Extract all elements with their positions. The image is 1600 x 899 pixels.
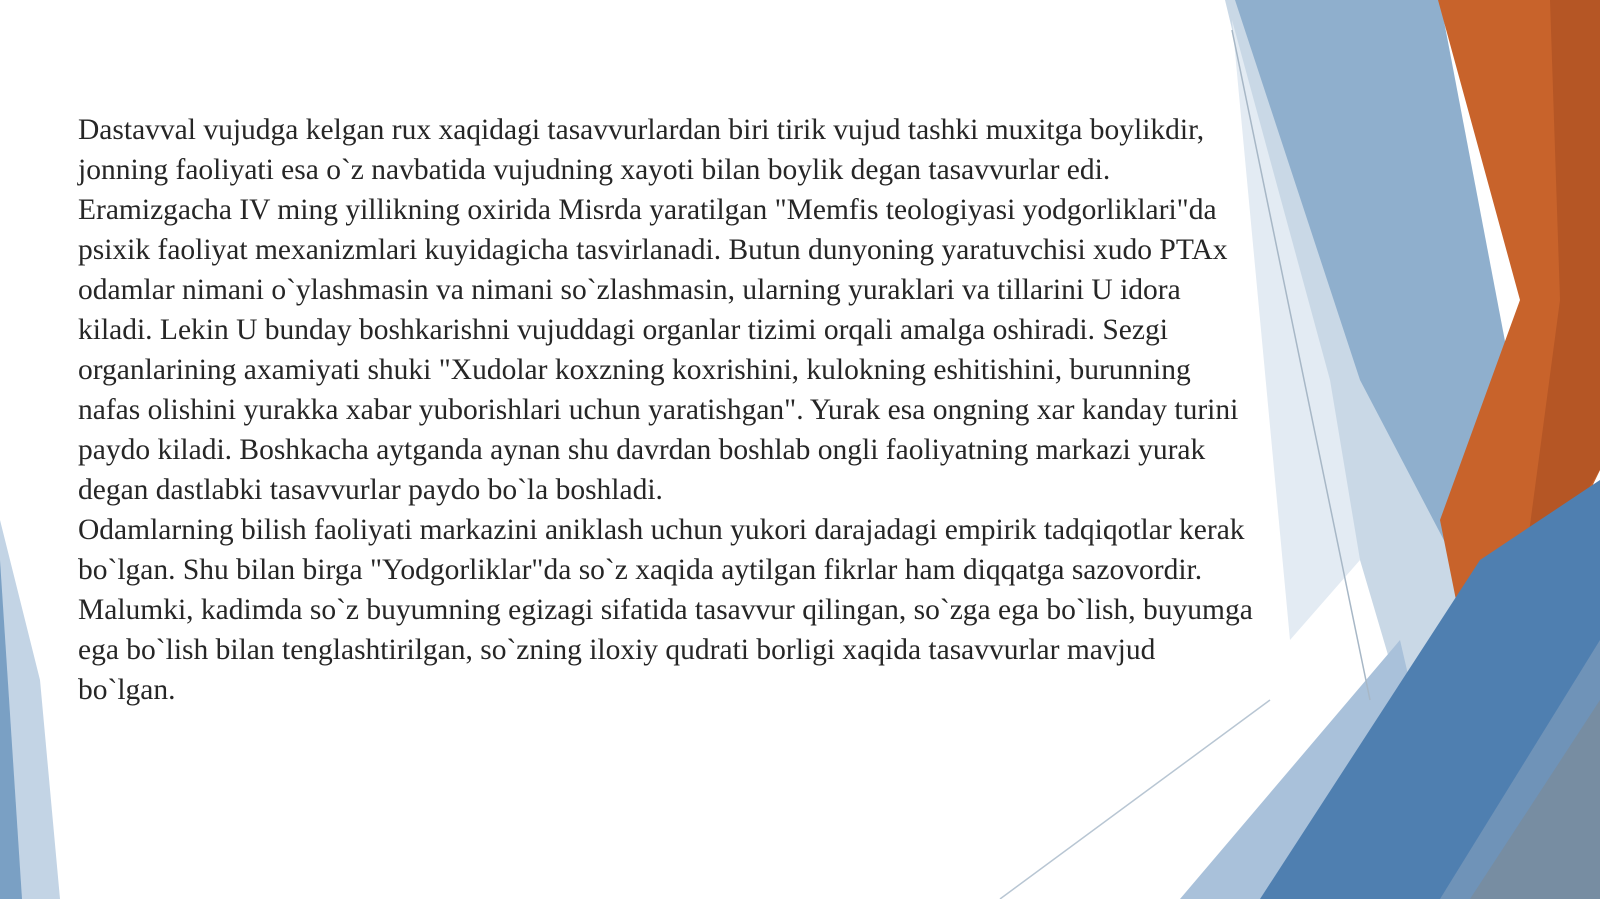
- paragraph-1: Dastavval vujudga kelgan rux xaqidagi tasavvurlardan biri tirik vujud tashki muxitga boylikdir, jonning faoliyati esa o`z navbatida vujudning xayoti bilan boylik degan tasavvurlar edi. Eramizgacha IV ming yillikning oxirida Misrda yaratilgan "Memfis teologiyasi yodgorliklari"da psixik faoliyat mexanizmlari kuyidagicha tasvirlanadi. Butun dunyoning yaratuvchisi xudo PTAx odamlar nimani o`ylashmasin va nimani so`zlashmasin, ularning yuraklari va tillarini U idora kiladi. Lekin U bunday boshkarishni vujuddagi organlar tizimi orqali amalga oshiradi. Sezgi organlarining axamiyati shuki "Xudolar koxzning koxrishini, kulokning eshitishini, burunning nafas olishini yurakka xabar yuborishlari uchun yaratishgan". Yurak esa ongning xar kanday turini paydo kiladi. Boshkacha aytganda aynan shu davrdan boshlab ongli faoliyatning markazi yurak degan dastlabki tasavvurlar paydo bo`la boshladi.: [78, 114, 1239, 506]
- body-text: [78, 110, 1258, 710]
- paragraph-2: Odamlarning bilish faoliyati markazini aniklash uchun yukori darajadagi empirik tadqiqotlar kerak bo`lgan. Shu bilan birga "Yodgorliklar"da so`z xaqida aytilgan fikrlar ham diqqatga sazovordir. Malumki, kadimda so`z buyumning egizagi sifatida tasavvur qilingan, so`zga ega bo`lish, buyumga ega bo`lish bilan tenglashtirilgan, so`zning iloxiy qudrati borligi xaqida tasavvurlar mavjud bo`lgan.: [78, 514, 1253, 706]
